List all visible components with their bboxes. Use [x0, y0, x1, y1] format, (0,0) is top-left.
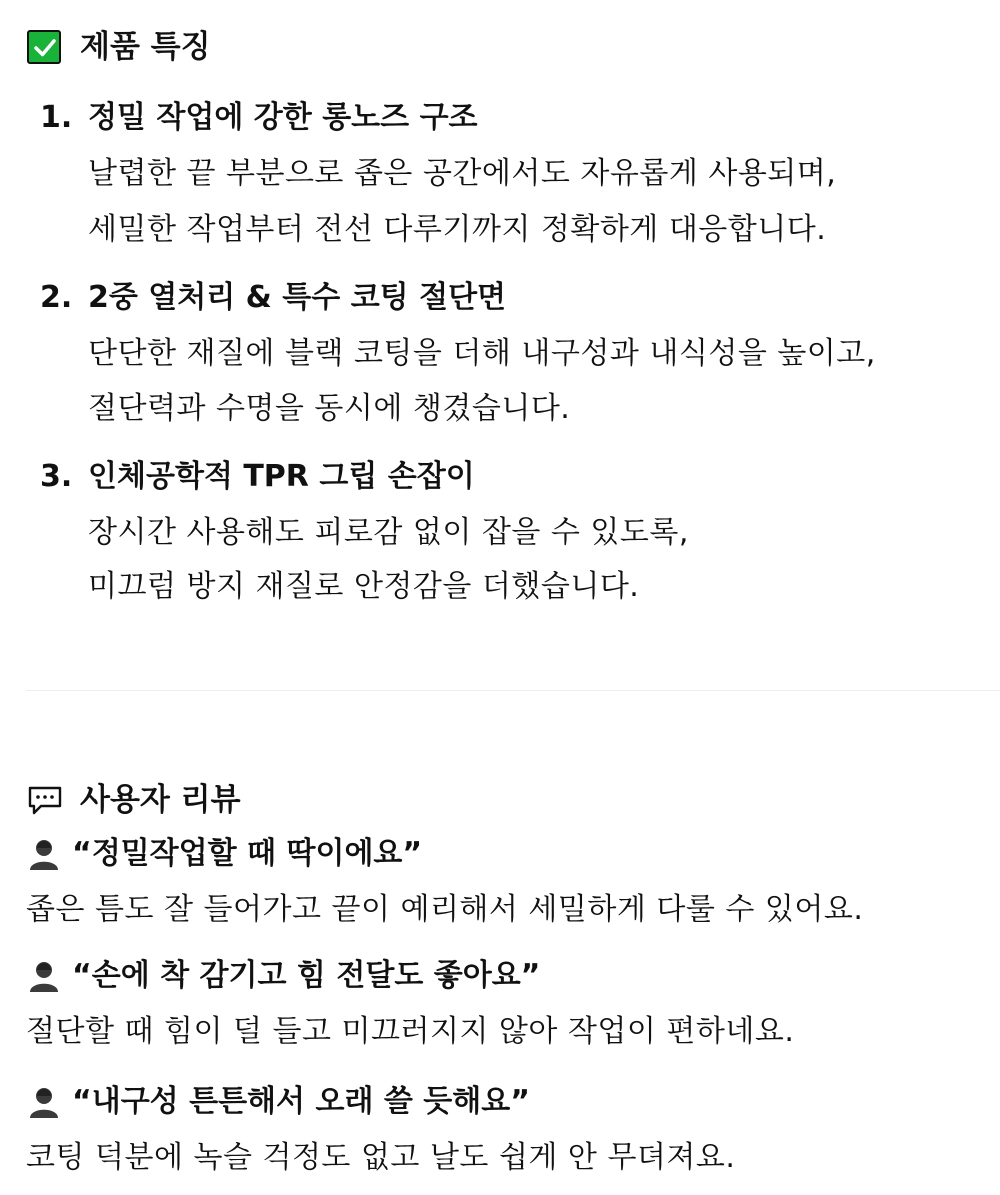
reviews-heading: 사용자 리뷰: [80, 782, 241, 818]
feature-number: 1.: [40, 100, 73, 135]
feature-title: [40, 278, 506, 318]
review-text: 절단할 때 힘이 덜 들고 미끄러지지 않아 작업이 편하네요.: [26, 1014, 795, 1049]
feature-title: [40, 457, 475, 497]
person-icon: [27, 959, 61, 993]
feature-description-line: 날렵한 끝 부분으로 좁은 공간에서도 자유롭게 사용되며,: [88, 156, 837, 191]
review-text: 좁은 틈도 잘 들어가고 끝이 예리해서 세밀하게 다룰 수 있어요.: [26, 892, 864, 927]
review-text: 코팅 덕분에 녹슬 걱정도 없고 날도 쉽게 안 무뎌져요.: [26, 1140, 736, 1175]
feature-number: 2.: [40, 280, 73, 315]
speech-bubble-icon: [27, 785, 63, 817]
feature-title-text: 2중 열처리 & 특수 코팅 절단면: [88, 280, 507, 315]
review-title: “손에 착 감기고 힘 전달도 좋아요”: [72, 958, 541, 993]
feature-title-text: 인체공학적 TPR 그립 손잡이: [88, 459, 475, 494]
checkbox-checked-icon: [27, 30, 61, 64]
review-title: “정밀작업할 때 딱이에요”: [72, 836, 423, 871]
feature-number: 3.: [40, 459, 73, 494]
feature-description-line: 장시간 사용해도 피로감 없이 잡을 수 있도록,: [88, 515, 689, 550]
feature-description-line: 절단력과 수명을 동시에 챙겼습니다.: [88, 391, 571, 426]
feature-description-line: 미끄럼 방지 재질로 안정감을 더했습니다.: [88, 569, 640, 604]
section-divider: [26, 690, 1000, 691]
person-icon: [27, 837, 61, 871]
feature-title: [40, 98, 478, 138]
feature-description-line: 단단한 재질에 블랙 코팅을 더해 내구성과 내식성을 높이고,: [88, 336, 876, 371]
review-title: “내구성 튼튼해서 오래 쓸 듯해요”: [72, 1084, 530, 1119]
feature-description-line: 세밀한 작업부터 전선 다루기까지 정확하게 대응합니다.: [88, 212, 827, 247]
feature-title-text: 정밀 작업에 강한 롱노즈 구조: [88, 100, 478, 135]
person-icon: [27, 1085, 61, 1119]
features-heading: 제품 특징: [80, 29, 211, 65]
